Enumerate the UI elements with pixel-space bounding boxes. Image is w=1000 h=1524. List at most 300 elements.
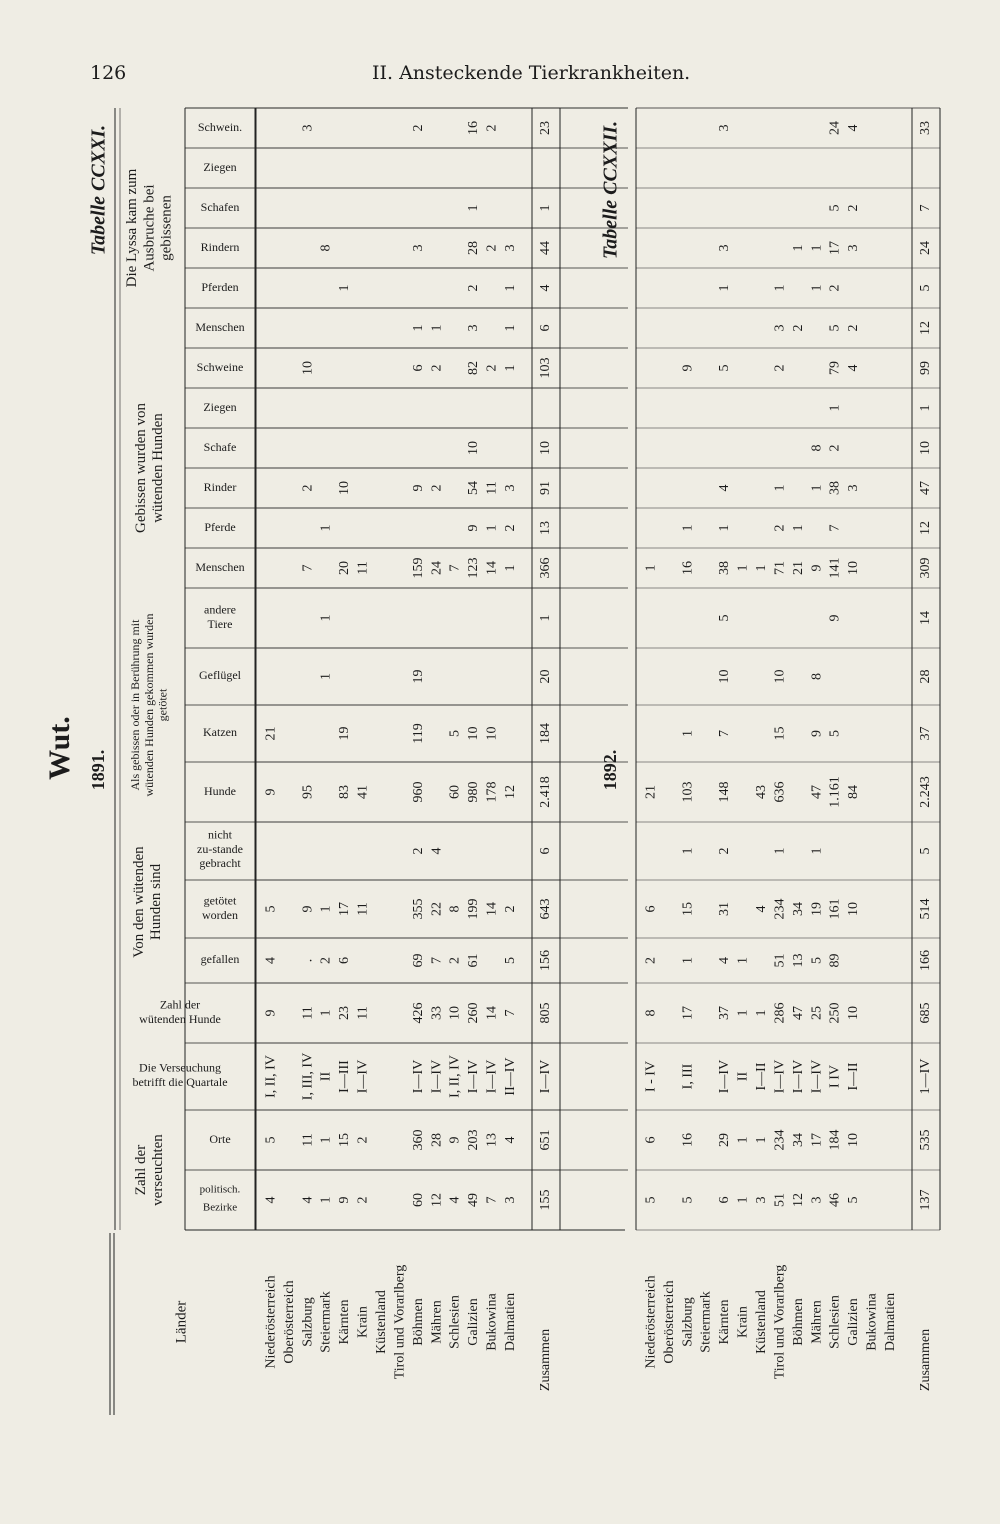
table-cell: 10 [772,669,788,684]
table-cell: 1 [754,1136,770,1144]
table-cell: 7 [300,564,316,572]
table-cell: 3 [503,244,519,252]
col-header-gebissen: wütenden Hunden [150,413,167,523]
table-cell: 5 [809,957,825,964]
table-cell: 4 [447,1196,463,1204]
table-cell: 13 [484,1133,500,1147]
total-cell: 366 [538,557,554,579]
table-cell: 38 [827,481,843,495]
table-cell: 49 [466,1193,482,1207]
table-cell: 2 [447,957,463,964]
table-cell: 6 [337,957,353,964]
table-cell: 1 [318,673,334,680]
table-cell: 2 [827,284,843,292]
total-cell: 37 [918,726,934,741]
table-cell: 5 [447,730,463,737]
table-cell: 178 [484,781,500,803]
table-cell: I, III, IV [300,1052,316,1101]
table-cell: 15 [337,1133,353,1147]
table-cell: I—IV [772,1059,788,1094]
total-cell: 535 [918,1129,934,1151]
table-cell: 11 [300,1133,316,1147]
country-label: Dalmatien [883,1292,899,1352]
total-cell: 2.243 [918,776,934,808]
country-label: Küstenland [374,1290,390,1354]
table-cell: I—IV [790,1059,806,1094]
table-cell: 1 [772,484,788,492]
col-header-pferde: Pferde [204,519,236,534]
table-cell: 199 [466,898,482,920]
country-label: Bukowina [484,1293,500,1351]
table-cell: 1 [680,957,696,964]
table-cell: 426 [410,1002,426,1024]
total-cell: 5 [918,847,934,855]
table-cell: 5 [717,364,733,372]
table-cell: 2 [790,324,806,332]
total-cell: 137 [918,1189,934,1211]
table-cell: 2 [318,957,334,964]
table-cell: 10 [846,902,862,916]
table-cell: 2 [827,444,843,452]
table-caption-2: Tabelle CCXXII. [599,120,622,260]
table-cell: 286 [772,1002,788,1024]
table-cell: 2 [355,1196,371,1204]
table-cell: 9 [680,364,696,372]
col-header-schwein: Schwein. [197,119,243,134]
table-cell: 1 [772,847,788,855]
table-cell: 13 [790,953,806,968]
table-cell: 10 [447,1006,463,1020]
table-cell: 1 [809,244,825,252]
table-cell: 46 [827,1193,843,1207]
table-cell: 21 [263,726,279,741]
table-cell: 6 [643,905,659,913]
country-label: Böhmen [790,1298,806,1346]
table-cell: 636 [772,781,788,803]
table-cell: 10 [466,726,482,741]
total-cell: 13 [538,521,554,535]
table-cell: 11 [300,1006,316,1020]
total-cell: 1 [918,404,934,412]
table-cell: 6 [410,364,426,372]
country-label: Dalmatien [503,1292,519,1352]
table-cell: 11 [355,1006,371,1020]
table-cell: 1 [809,484,825,492]
table-cell: 9 [337,1196,353,1204]
col-header-hunde: Hunde [204,783,236,798]
col-header-menschen-2: Menschen [195,319,245,334]
table-cell: 9 [447,1136,463,1144]
total-cell: 14 [918,611,934,625]
table-cell: 95 [300,785,316,799]
table-cell: 79 [827,361,843,375]
table-cell: 41 [355,785,371,799]
table-cell: 260 [466,1002,482,1024]
col-header-als-gebissen: Als gebissen oder in Berührung mit [127,619,142,791]
total-cell: 156 [538,950,554,971]
total-cell: 91 [538,481,554,495]
table-cell: I IV [827,1065,843,1088]
country-label: Niederösterreich [263,1275,279,1369]
table-cell: II [318,1071,334,1082]
table-cell: 1 [318,1136,334,1144]
table-cell: 1.161 [827,776,843,808]
table-cell: 360 [410,1129,426,1151]
table-cell: 1 [643,564,659,572]
table-cell: 22 [429,902,445,916]
table-cell: 16 [466,121,482,135]
table-cell: 9 [827,614,843,622]
table-cell: 4 [717,957,733,964]
col-header-menschen: Menschen [195,559,245,574]
table-cell: 3 [772,324,788,332]
table-cell: 1 [735,1196,751,1204]
table-cell: 8 [643,1009,659,1017]
table-cell: 5 [717,614,733,622]
col-header-pferden: Pferden [201,279,239,294]
table-cell: I—IV [484,1059,500,1094]
total-cell: 805 [538,1002,554,1024]
table-cell: 4 [717,484,733,492]
table-cell: 29 [717,1133,733,1147]
table-cell: 203 [466,1129,482,1151]
table-cell: 141 [827,557,843,579]
total-cell: 33 [918,121,934,135]
col-header-orte: Orte [209,1131,231,1146]
table-cell: 84 [846,785,862,799]
table-cell: II [735,1071,751,1082]
total-cell: 47 [918,481,934,495]
table-cell: 1 [809,284,825,292]
table-cell: 9 [263,1009,279,1017]
table-cell: 2 [503,905,519,913]
col-header-als-gebissen: getötet [155,688,170,722]
col-header-zahl-versucht: Zahl der [132,1144,149,1196]
table-cell: 3 [300,124,316,132]
table-cell: 3 [503,1196,519,1204]
table-cell: 16 [680,1133,696,1147]
table-cell: 82 [466,361,482,375]
table-cell: 4 [263,957,279,964]
table-cell: 5 [827,204,843,212]
table-cell: 15 [772,726,788,741]
table-cell: 60 [410,1193,426,1207]
table-cell: I—IV [809,1059,825,1094]
table-cell: 11 [484,481,500,495]
table-cell: 14 [484,1006,500,1020]
table-cell: 21 [790,561,806,575]
table-cell: 4 [503,1136,519,1144]
table-cell: 980 [466,781,482,803]
table-cell: 6 [643,1136,659,1144]
col-header-laender: Länder [173,1300,190,1344]
table-cell: 17 [809,1133,825,1147]
table-cell: 19 [337,726,353,741]
table-cell: 5 [503,957,519,964]
table-cell: 12 [429,1193,445,1207]
table-cell: 3 [503,484,519,492]
table-cell: 31 [717,902,733,916]
total-cell: 643 [538,898,554,920]
col-header-zahl-versucht: verseuchten [150,1134,167,1206]
table-cell: 3 [846,484,862,492]
total-cell: I—IV [538,1059,554,1094]
table-cell: 1 [735,1009,751,1017]
table-cell: I—IV [466,1059,482,1094]
table-cell: 161 [827,898,843,920]
table-cell: I—IV [410,1059,426,1094]
table-cell: 3 [754,1196,770,1204]
table-cell: 4 [846,124,862,132]
total-cell: 20 [538,669,554,684]
total-cell: 99 [918,361,934,375]
table-cell: 7 [447,564,463,572]
table-cell: 16 [680,561,696,575]
col-header-andere: Tiere [207,616,233,631]
table-cell: 1 [827,404,843,412]
table-caption-1: Tabelle CCXXI. [87,124,110,256]
country-label: Krain [355,1306,371,1338]
table-cell: 10 [846,1006,862,1020]
page-number: 126 [90,62,127,84]
country-label: Kärnten [337,1299,353,1345]
table-cell: 4 [263,1196,279,1204]
country-label: Steiermark [698,1291,714,1353]
table-cell: 23 [337,1006,353,1020]
total-cell: 12 [918,521,934,535]
table-cell: 1 [735,564,751,572]
table-cell: 5 [827,324,843,332]
total-cell: 28 [918,669,934,684]
table-cell: 8 [447,905,463,913]
table-cell: 10 [717,669,733,684]
table-cell: 1 [809,847,825,855]
table-cell: 1 [772,284,788,292]
total-cell: 184 [538,723,554,744]
table-cell: 69 [410,953,426,968]
table-cell: 9 [809,564,825,572]
table-cell: 24 [827,121,843,135]
table-cell: 43 [754,785,770,799]
main-title: Wut. [42,716,76,780]
table-cell: I - IV [643,1060,659,1093]
table-cell: 11 [355,902,371,916]
table-cell: 1 [503,324,519,332]
table-cell: I—IV [717,1059,733,1094]
country-label: Galizien [846,1298,862,1346]
table-cell: 2 [503,524,519,532]
col-header-quartale: betrifft die Quartale [132,1074,228,1089]
table-cell: 1 [680,730,696,737]
table-cell: 1 [680,847,696,855]
table-cell: 6 [717,1196,733,1204]
col-header-nicht: nicht [208,827,232,842]
table-cell: 3 [410,244,426,252]
table-cell: 1 [318,524,334,532]
col-header-getoetet: worden [202,907,238,922]
table-cell: 9 [263,788,279,796]
col-header-getoetet: getötet [203,893,237,908]
col-header-andere: andere [204,602,236,617]
table-cell: 960 [410,781,426,803]
table-cell: 5 [827,730,843,737]
table-cell: 51 [772,953,788,968]
col-header-als-gebissen: wütenden Hunden gekommen wurden [141,613,156,797]
table-cell: 83 [337,785,353,799]
table-cell: 3 [717,124,733,132]
total-cell: 1—IV [918,1058,934,1095]
table-year-2: 1892. [600,749,621,791]
country-label: Salzburg [300,1297,316,1347]
table-cell: 5 [846,1196,862,1204]
table-cell: 2 [846,324,862,332]
country-label: Mähren [429,1300,445,1344]
table-cell: 3 [809,1196,825,1204]
table-cell: 234 [772,898,788,920]
table-cell: 2 [717,847,733,855]
table-cell: 11 [355,561,371,575]
table-cell: 250 [827,1002,843,1024]
table-cell: 12 [503,785,519,799]
table-cell: 103 [680,781,696,803]
country-label: Bukowina [864,1293,880,1351]
table-cell: 2 [846,204,862,212]
country-label: Galizien [466,1298,482,1346]
table-cell: I—III [337,1060,353,1093]
table-cell: 1 [429,324,445,332]
col-header-rindern: Rindern [200,239,240,254]
total-cell: 6 [538,847,554,855]
table-cell: 1 [318,614,334,622]
table-cell: 9 [809,730,825,737]
table-cell: 19 [809,902,825,916]
table-cell: 159 [410,557,426,579]
table-cell: 61 [466,953,482,968]
total-cell: 6 [538,324,554,332]
table-cell: 2 [429,484,445,492]
table-cell: . [300,958,316,963]
col-header-lyssa: Ausbruche bei [141,184,158,272]
table-cell: 2 [772,524,788,532]
table-cell: 2 [643,957,659,964]
table-cell: 17 [680,1006,696,1020]
total-cell: 155 [538,1189,554,1211]
table-cell: 148 [717,781,733,803]
col-header-zahl-hunde: wütenden Hunde [139,1011,221,1026]
total-cell: 1 [538,614,554,622]
table-cell: 3 [466,324,482,332]
country-label: Oberösterreich [661,1280,677,1364]
col-header-nicht: gebracht [199,856,241,871]
table-cell: 28 [466,241,482,255]
table-cell: 60 [447,785,463,799]
country-label: Niederösterreich [643,1275,659,1369]
country-label: Böhmen [410,1298,426,1346]
country-label: Schlesien [447,1295,463,1349]
table-cell: 17 [827,241,843,255]
table-cell: 3 [846,244,862,252]
table-cell: 9 [410,484,426,492]
table-cell: 5 [680,1196,696,1204]
totals-label: Zusammen [538,1328,554,1392]
total-cell: 10 [538,441,554,455]
country-label: Krain [735,1306,751,1338]
col-header-gefallen: gefallen [200,951,240,966]
table-cell: 38 [717,561,733,575]
total-cell: 166 [918,950,934,971]
table-cell: 7 [827,524,843,532]
table-cell: 14 [484,561,500,575]
table-cell: 1 [410,324,426,332]
table-cell: 1 [318,1009,334,1017]
table-cell: I, II, IV [447,1055,463,1098]
table-cell: 1 [680,524,696,532]
total-cell: 10 [918,441,934,455]
table-cell: 15 [680,902,696,916]
col-header-bezirke: Bezirke [202,1201,238,1214]
table-cell: 9 [300,905,316,913]
col-header-nicht: zu-stande [197,841,243,856]
total-cell: 12 [918,321,934,335]
col-header-bezirke: politisch. [199,1183,241,1196]
table-cell: 1 [484,524,500,532]
table-cell: 1 [466,204,482,212]
table-cell: 7 [503,1009,519,1017]
col-header-schafen: Schafen [200,199,240,214]
table-cell: 7 [429,957,445,964]
col-header-rinder: Rinder [203,479,237,494]
total-cell: 24 [918,241,934,255]
table-cell: 2 [410,847,426,855]
table-cell: 4 [846,364,862,372]
table-cell: 10 [466,441,482,455]
country-label: Mähren [809,1300,825,1344]
table-cell: 2 [772,364,788,372]
table-cell: 34 [790,1133,806,1147]
table-cell: 17 [337,902,353,916]
country-label: Oberösterreich [281,1280,297,1364]
table-cell: 1 [503,364,519,372]
table-cell: 3 [717,244,733,252]
table-cell: II—IV [503,1057,519,1096]
table-cell: 1 [318,1196,334,1204]
col-header-gebissen: Gebissen wurden von [132,403,149,533]
table-cell: 4 [429,847,445,855]
table-cell: 10 [846,561,862,575]
table-cell: 20 [337,561,353,575]
table-cell: 1 [754,1009,770,1017]
table-cell: 4 [754,905,770,913]
table-cell: 24 [429,561,445,575]
table-cell: 2 [429,364,445,372]
total-cell: 7 [918,204,934,212]
table-cell: 47 [809,785,825,799]
col-header-schafe: Schafe [203,439,237,454]
running-head: II. Ansteckende Tierkrankheiten. [372,62,691,84]
table-cell: 1 [790,244,806,252]
table-cell: 184 [827,1129,843,1151]
country-label: Tirol und Vorarlberg [772,1264,788,1380]
table-cell: 8 [809,673,825,680]
table-cell: 89 [827,953,843,968]
col-header-von-den: Von den wütenden [130,846,147,958]
table-cell: 25 [809,1006,825,1020]
table-cell: 12 [790,1193,806,1207]
country-label: Schlesien [827,1295,843,1349]
table-cell: 51 [772,1193,788,1207]
table-cell: 1 [735,957,751,964]
table-cell: 2 [466,284,482,292]
